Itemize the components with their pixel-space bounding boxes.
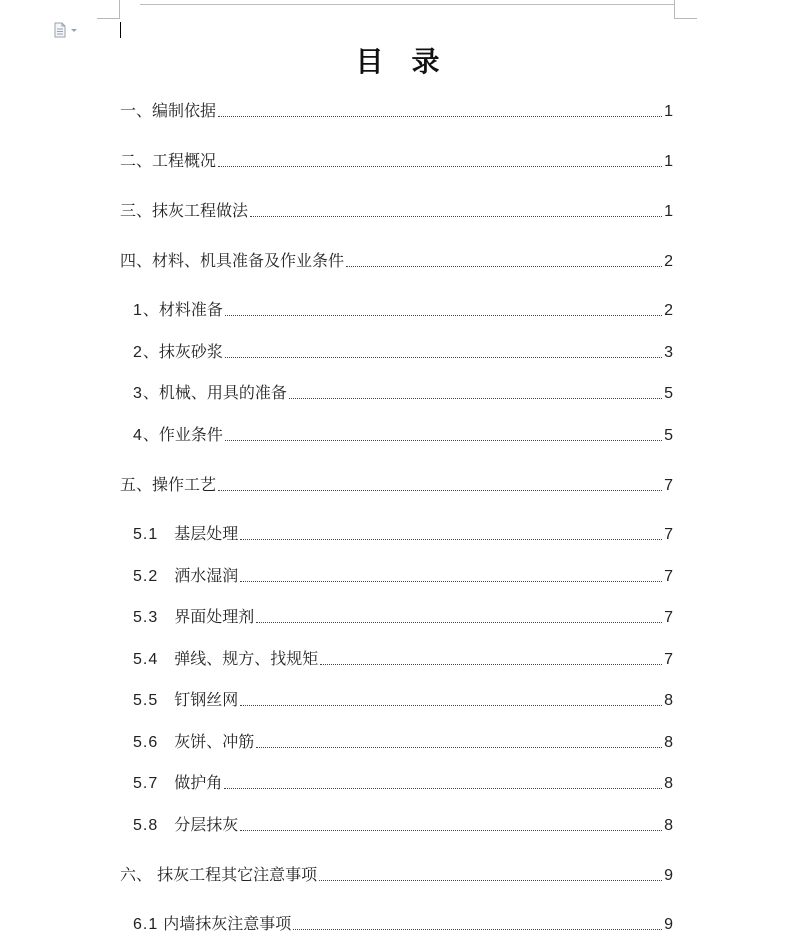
toc-entry[interactable] — [133, 772, 673, 794]
toc-entry-label: 钉钢丝网 — [174, 690, 239, 709]
toc-entry-label: 、机械、用具的准备 — [142, 383, 287, 402]
toc-entry-number: 5.8 — [133, 817, 159, 834]
toc-entry-text — [120, 864, 317, 886]
toc-entry-text — [133, 606, 254, 629]
toc-page-number: 7 — [664, 609, 673, 626]
toc-entry-label: 弹线、规方、找规矩 — [174, 649, 319, 668]
toc-entry-number: 5.3 — [133, 609, 159, 626]
toc-entry-text — [133, 772, 222, 795]
toc-dot-leader — [225, 439, 662, 441]
toc-entry-label: 基层处理 — [174, 524, 239, 543]
toc-entry[interactable] — [133, 689, 673, 711]
toc-page-number: 8 — [664, 817, 673, 834]
toc-entry[interactable] — [133, 814, 673, 836]
toc-page-number: 9 — [664, 867, 673, 884]
toc-page-number: 8 — [664, 775, 673, 792]
toc-dot-leader — [250, 215, 662, 217]
toc-entry[interactable] — [120, 100, 673, 122]
toc-entry-number: 5.7 — [133, 775, 159, 792]
toc-dot-leader — [218, 115, 662, 117]
toc-entry-label: 分层抹灰 — [174, 815, 239, 834]
toc-entry-text — [133, 731, 254, 754]
toc-entry[interactable] — [120, 200, 673, 222]
toc-entry-text — [133, 523, 238, 546]
toc-entry[interactable] — [133, 424, 673, 446]
toc-entry[interactable] — [120, 150, 673, 172]
toc-dot-leader — [346, 265, 662, 267]
toc-entry-label: 、抹灰砂浆 — [142, 342, 223, 361]
toc-dot-leader — [320, 663, 662, 665]
toc-entry-text — [133, 648, 318, 671]
toc-entry-label: 二、工程概况 — [120, 151, 217, 170]
toc-page-number: 7 — [664, 477, 673, 494]
page-title — [0, 40, 795, 80]
toc-entry-number: 4 — [133, 427, 143, 444]
toc-dot-leader — [240, 829, 662, 831]
document-icon[interactable] — [53, 22, 79, 38]
margin-corner-top-right — [674, 0, 697, 19]
toc-entry-text — [133, 814, 238, 837]
toc-entry-text — [120, 250, 344, 272]
toc-entry-text — [133, 341, 223, 364]
toc-dot-leader — [256, 746, 662, 748]
toc-dot-leader — [224, 787, 662, 789]
toc-entry-number: 1 — [133, 302, 143, 319]
toc-entry-label: 洒水湿润 — [174, 566, 239, 585]
toc-dot-leader — [218, 165, 662, 167]
toc-entry-label: 内墙抹灰注意事项 — [163, 914, 292, 933]
toc-page-number: 9 — [664, 916, 673, 933]
toc-entry-text — [133, 382, 287, 405]
toc-entry-number: 2 — [133, 344, 143, 361]
toc-dot-leader — [289, 397, 662, 399]
toc-page-number: 1 — [664, 103, 673, 120]
text-cursor — [120, 22, 121, 38]
toc-page-number: 5 — [664, 427, 673, 444]
toc-entry-label: 灰饼、冲筋 — [174, 732, 255, 751]
toc-entry-label: 界面处理剂 — [174, 607, 255, 626]
toc-page-number: 3 — [664, 344, 673, 361]
chevron-down-icon — [71, 29, 77, 32]
page-top-border — [140, 4, 674, 5]
toc-entry[interactable] — [120, 250, 673, 272]
toc-entry-text — [120, 474, 216, 496]
toc-entry-text — [133, 299, 223, 322]
toc-entry[interactable] — [133, 382, 673, 404]
toc-dot-leader — [293, 928, 662, 930]
toc-page-number: 1 — [664, 153, 673, 170]
margin-corner-top-left — [97, 0, 120, 19]
toc-entry[interactable] — [133, 299, 673, 321]
toc-entry[interactable] — [133, 913, 673, 935]
toc-entry-text — [120, 100, 216, 122]
toc-entry[interactable] — [120, 474, 673, 496]
toc-dot-leader — [225, 356, 662, 358]
toc-entry[interactable] — [120, 864, 673, 886]
toc-entry-label: 三、抹灰工程做法 — [120, 201, 249, 220]
toc-entry[interactable] — [133, 731, 673, 753]
toc-dot-leader — [240, 704, 662, 706]
toc-entry-number: 5.5 — [133, 692, 159, 709]
toc-entry-label: 一、编制依据 — [120, 101, 217, 120]
title-char-2: 录 — [411, 45, 440, 78]
toc-page-number: 2 — [664, 253, 673, 270]
toc-page-number: 1 — [664, 203, 673, 220]
toc-dot-leader — [319, 879, 662, 881]
toc-entry-text — [133, 565, 238, 588]
toc-page-number: 7 — [664, 526, 673, 543]
toc-page-number: 8 — [664, 734, 673, 751]
toc-page-number: 8 — [664, 692, 673, 709]
toc-entry-number: 3 — [133, 385, 143, 402]
toc-entry-label: 四、材料、机具准备及作业条件 — [120, 251, 345, 270]
toc-entry-number: 5.4 — [133, 651, 159, 668]
toc-entry[interactable] — [133, 606, 673, 628]
toc-entry-text — [133, 424, 223, 447]
toc-entry-label: 、材料准备 — [142, 300, 223, 319]
toc-dot-leader — [256, 621, 662, 623]
toc-page-number: 7 — [664, 568, 673, 585]
toc-dot-leader — [240, 580, 662, 582]
toc-page-number: 7 — [664, 651, 673, 668]
toc-entry-text — [120, 150, 216, 172]
toc-entry-number: 5.6 — [133, 734, 159, 751]
toc-dot-leader — [240, 538, 662, 540]
toc-page-number: 5 — [664, 385, 673, 402]
toc-entry[interactable] — [133, 648, 673, 670]
toc-entry-text — [133, 689, 238, 712]
toc-entry-label: 五、操作工艺 — [120, 475, 217, 494]
toc-entry-number: 5.1 — [133, 526, 159, 543]
toc-dot-leader — [225, 314, 662, 316]
toc-entry[interactable] — [133, 341, 673, 363]
toc-entry[interactable] — [133, 523, 673, 545]
title-char-1: 目 — [355, 45, 384, 78]
toc-entry-label: 六、 抹灰工程其它注意事项 — [120, 865, 318, 884]
toc-entry-number: 6.1 — [133, 916, 159, 933]
toc-entry-label: 做护角 — [174, 773, 223, 792]
toc-page-number: 2 — [664, 302, 673, 319]
toc-entry-text — [120, 200, 248, 222]
toc-entry-number: 5.2 — [133, 568, 159, 585]
toc-entry[interactable] — [133, 565, 673, 587]
toc-entry-label: 、作业条件 — [142, 425, 223, 444]
toc-entry-text — [133, 913, 291, 936]
toc-dot-leader — [218, 489, 662, 491]
